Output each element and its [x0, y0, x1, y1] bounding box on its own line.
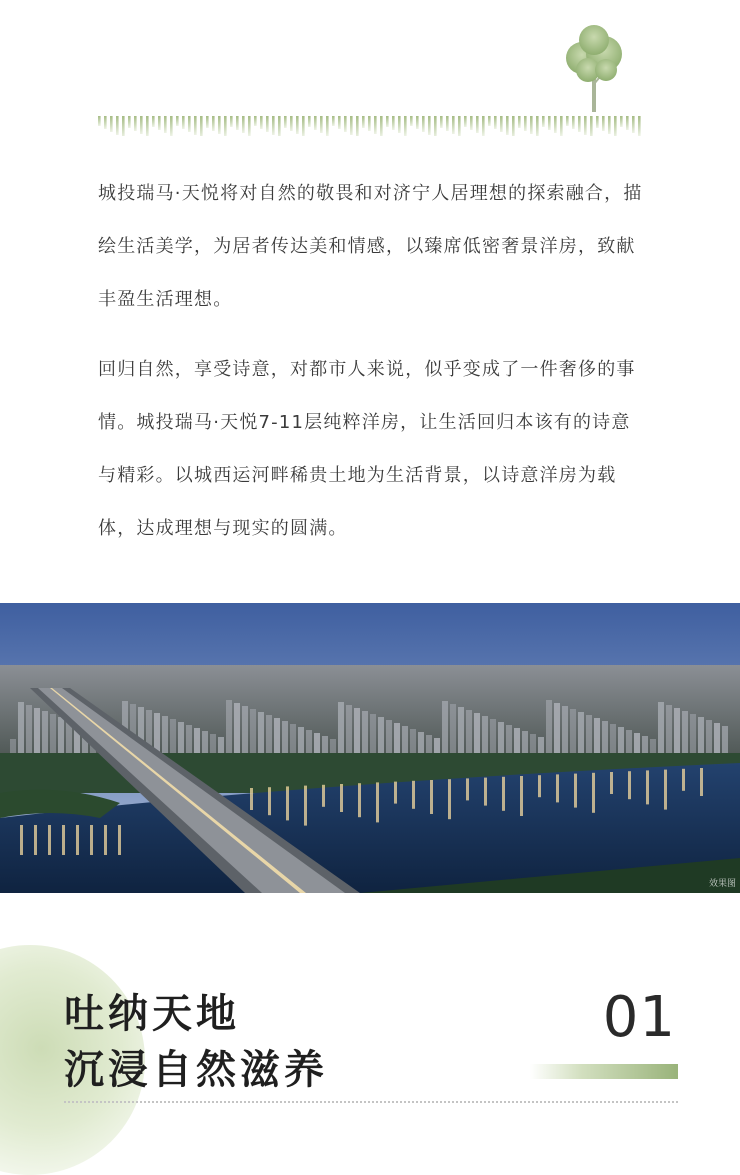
building	[346, 705, 352, 753]
light-reflection	[466, 778, 469, 800]
intro-paragraph-1: 城投瑞马·天悦将对自然的敬畏和对济宁人居理想的探索融合，描绘生活美学，为居者传达美和情感，以臻席低密奢景洋房，致献丰盈生活理想。	[98, 183, 643, 310]
light-reflection	[556, 774, 559, 802]
fence-post	[152, 116, 155, 127]
building	[706, 720, 712, 753]
fence-post	[530, 116, 533, 134]
light-reflection	[574, 774, 577, 808]
building	[522, 731, 528, 753]
fence-post	[608, 116, 611, 134]
fence-post	[470, 116, 473, 130]
fence-post	[560, 116, 563, 136]
building	[634, 733, 640, 753]
building	[210, 734, 216, 753]
fence-post	[422, 116, 425, 132]
building	[490, 719, 496, 753]
fence-post	[452, 116, 455, 134]
fence-post	[134, 116, 137, 131]
building	[650, 739, 656, 753]
section-number: 01	[602, 985, 676, 1050]
fence-post	[272, 116, 275, 135]
light-reflection	[358, 783, 361, 817]
watermark-label: 效果图	[708, 879, 736, 889]
fence-post	[446, 116, 449, 131]
light-reflection	[610, 772, 613, 794]
building	[18, 702, 24, 753]
light-reflection	[118, 825, 121, 855]
light-reflection	[682, 769, 685, 791]
fence-post	[434, 116, 437, 136]
fence-post	[464, 116, 467, 127]
light-reflection	[430, 780, 433, 814]
fence-post	[626, 116, 629, 130]
building	[154, 713, 160, 753]
fence-post	[344, 116, 347, 132]
building	[186, 725, 192, 753]
building	[378, 717, 384, 753]
fence-post	[302, 116, 305, 136]
building	[474, 713, 480, 753]
fence-post	[482, 116, 485, 136]
fence-post	[506, 116, 509, 135]
building	[50, 714, 56, 753]
building	[690, 714, 696, 753]
building	[250, 709, 256, 753]
building	[418, 732, 424, 753]
fence-decoration	[98, 112, 643, 136]
fence-post	[212, 116, 215, 131]
building	[594, 718, 600, 753]
fence-post	[260, 116, 263, 129]
light-reflection	[592, 773, 595, 813]
light-reflection	[700, 768, 703, 796]
fence-post	[356, 116, 359, 136]
building	[546, 700, 552, 753]
fence-post	[548, 116, 551, 130]
building	[538, 737, 544, 753]
building	[314, 733, 320, 753]
fence-post	[572, 116, 575, 129]
building	[42, 711, 48, 753]
fence-post	[326, 116, 329, 136]
light-reflection	[62, 825, 65, 855]
fence-post	[338, 116, 341, 129]
building	[626, 730, 632, 753]
fence-post	[392, 116, 395, 130]
building	[578, 712, 584, 753]
light-reflection	[104, 825, 107, 855]
fence-post	[206, 116, 209, 128]
fence-post	[596, 116, 599, 128]
fence-post	[368, 116, 371, 131]
fence-post	[554, 116, 557, 133]
light-reflection	[20, 825, 23, 855]
building	[178, 722, 184, 753]
light-reflection	[664, 770, 667, 810]
building	[682, 711, 688, 753]
fence-post	[620, 116, 623, 127]
light-reflection	[412, 781, 415, 809]
fence-post	[116, 116, 119, 135]
building	[362, 711, 368, 753]
fence-post	[458, 116, 461, 136]
building	[402, 726, 408, 753]
building	[666, 705, 672, 753]
fence-post	[128, 116, 131, 128]
light-reflection	[376, 782, 379, 822]
building	[610, 724, 616, 753]
fence-post	[254, 116, 257, 126]
building	[354, 708, 360, 753]
fence-post	[194, 116, 197, 135]
building	[434, 738, 440, 753]
building	[290, 724, 296, 753]
light-reflection	[90, 825, 93, 855]
fence-post	[266, 116, 269, 132]
building	[338, 702, 344, 753]
fence-post	[176, 116, 179, 126]
building	[234, 703, 240, 753]
light-reflection	[34, 825, 37, 855]
fence-post	[98, 116, 101, 126]
fence-post	[416, 116, 419, 129]
fence-post	[632, 116, 635, 133]
building	[458, 707, 464, 753]
building	[258, 712, 264, 753]
building	[714, 723, 720, 753]
building	[218, 737, 224, 753]
light-reflection	[48, 825, 51, 855]
building	[450, 704, 456, 753]
aerial-city-photo	[0, 603, 740, 893]
fence-post	[230, 116, 233, 127]
light-reflection	[646, 770, 649, 804]
fence-post	[584, 116, 587, 135]
fence-post	[200, 116, 203, 136]
fence-post	[278, 116, 281, 136]
dotted-divider	[64, 1101, 678, 1103]
building	[530, 734, 536, 753]
building	[10, 739, 16, 753]
fence-post	[320, 116, 323, 133]
building	[330, 739, 336, 753]
fence-post	[242, 116, 245, 133]
building	[618, 727, 624, 753]
fence-post	[494, 116, 497, 129]
light-reflection	[268, 787, 271, 815]
building	[34, 708, 40, 753]
fence-post	[518, 116, 521, 128]
light-reflection	[520, 776, 523, 816]
fence-post	[614, 116, 617, 136]
fence-post	[374, 116, 377, 134]
fence-post	[224, 116, 227, 136]
building	[162, 716, 168, 753]
building	[26, 705, 32, 753]
light-reflection	[394, 782, 397, 804]
building	[194, 728, 200, 753]
fence-post	[218, 116, 221, 134]
light-reflection	[340, 784, 343, 812]
fence-post	[140, 116, 143, 134]
fence-post	[122, 116, 125, 136]
fence-post	[578, 116, 581, 132]
building	[562, 706, 568, 753]
light-reflection	[628, 771, 631, 799]
building	[674, 708, 680, 753]
fence-post	[290, 116, 293, 131]
building	[426, 735, 432, 753]
light-reflection	[304, 786, 307, 826]
building	[698, 717, 704, 753]
fence-post	[428, 116, 431, 135]
building	[322, 736, 328, 753]
building	[202, 731, 208, 753]
building	[282, 721, 288, 753]
building	[266, 715, 272, 753]
building	[226, 700, 232, 753]
fence-post	[164, 116, 167, 133]
building	[482, 716, 488, 753]
light-reflection	[448, 779, 451, 819]
fence-post	[104, 116, 107, 129]
building	[298, 727, 304, 753]
fence-post	[332, 116, 335, 126]
fence-post	[638, 116, 641, 136]
fence-post	[380, 116, 383, 136]
building	[410, 729, 416, 753]
fence-post	[476, 116, 479, 133]
fence-post	[110, 116, 113, 132]
fence-post	[488, 116, 491, 126]
fence-post	[524, 116, 527, 131]
fence-post	[590, 116, 593, 136]
fence-post	[536, 116, 539, 136]
light-reflection	[502, 777, 505, 811]
accent-bar	[530, 1064, 678, 1079]
fence-post	[182, 116, 185, 129]
fence-post	[188, 116, 191, 132]
fence-post	[398, 116, 401, 133]
building	[570, 709, 576, 753]
fence-post	[404, 116, 407, 136]
fence-post	[440, 116, 443, 128]
fence-post	[542, 116, 545, 127]
building	[498, 722, 504, 753]
light-reflection	[484, 778, 487, 806]
fence-post	[512, 116, 515, 136]
building	[306, 730, 312, 753]
building	[506, 725, 512, 753]
building	[370, 714, 376, 753]
fence-post	[566, 116, 569, 126]
light-reflection	[322, 785, 325, 807]
fence-post	[146, 116, 149, 136]
fence-post	[236, 116, 239, 130]
fence-post	[500, 116, 503, 132]
fence-post	[386, 116, 389, 127]
building	[442, 701, 448, 753]
fence-post	[308, 116, 311, 127]
building	[586, 715, 592, 753]
fence-post	[296, 116, 299, 134]
fence-post	[170, 116, 173, 136]
fence-post	[284, 116, 287, 128]
building	[602, 721, 608, 753]
fence-post	[350, 116, 353, 135]
building	[722, 726, 728, 753]
section-title-line1: 吐纳天地	[64, 990, 240, 1037]
fence-post	[158, 116, 161, 130]
building	[642, 736, 648, 753]
building	[386, 720, 392, 753]
fence-post	[248, 116, 251, 136]
light-reflection	[250, 788, 253, 810]
light-reflection	[286, 786, 289, 820]
fence-post	[362, 116, 365, 128]
building	[466, 710, 472, 753]
section-title-line2: 沉浸自然滋养	[64, 1046, 328, 1093]
fence-post	[602, 116, 605, 131]
building	[554, 703, 560, 753]
building	[514, 728, 520, 753]
building	[242, 706, 248, 753]
building	[658, 702, 664, 753]
light-reflection	[76, 825, 79, 855]
building	[58, 717, 64, 753]
intro-paragraph-2: 回归自然，享受诗意，对都市人来说，似乎变成了一件奢侈的事情。城投瑞马·天悦7-11层纯粹洋房，让生活回归本该有的诗意与精彩。以城西运河畔稀贵土地为生活背景，以诗意洋房为载体，达成理想与现实的圆满。	[98, 359, 636, 539]
light-reflection	[538, 775, 541, 797]
building	[394, 723, 400, 753]
building	[170, 719, 176, 753]
fence-post	[410, 116, 413, 126]
fence-post	[314, 116, 317, 130]
tree-icon	[558, 22, 630, 122]
building	[274, 718, 280, 753]
